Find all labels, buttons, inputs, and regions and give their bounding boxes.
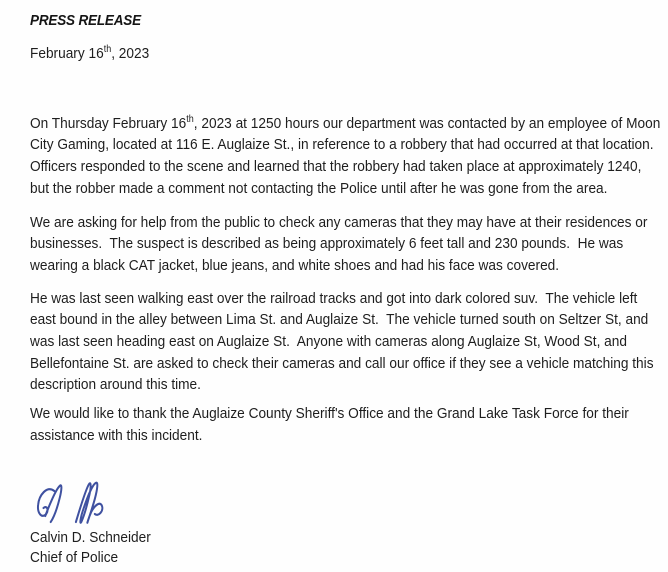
document-date [30,43,668,65]
text-line: businesses. The suspect is described as being approximately 6 feet tall and 230 pounds. He was [30,235,624,253]
paragraph-suspect-vehicle [30,288,668,397]
paragraph-incident-report [30,113,668,200]
text-line: wearing a black CAT jacket, blue jeans, and white shoes and had his face was covered. [30,256,560,274]
text-line: description around this time. [30,376,201,394]
text-line: He was last seen walking east over the railroad tracks and got into dark colored suv. The vehicle left [30,289,638,307]
text-line: assistance with this incident. [30,426,203,444]
text-line: We are asking for help from the public to check any cameras that they may have at their residences or [30,213,648,231]
signature-stroke-right-loops [76,482,102,522]
text-segment: , 2023 at 1250 hours our department was contacted by an employee of Moon [193,114,661,132]
date-ordinal: th [103,43,112,55]
document-content [30,13,668,568]
text-segment: On Thursday February 16 [30,114,187,132]
text-line: east bound in the alley between Lima St. and Auglaize St. The vehicle turned south on Seltzer St, and [30,311,649,329]
signer-name: Calvin D. Schneider [30,528,151,546]
signature-ink [35,480,116,526]
date-ordinal: th [186,113,194,125]
document-title: PRESS RELEASE [30,12,141,29]
text-line: but the robber made a comment not contacting the Police until after he was gone from the area. [30,179,608,197]
text-line: We would like to thank the Auglaize County Sheriff's Office and the Grand Lake Task Force for their [30,405,629,423]
date-suffix: , 2023 [111,45,150,62]
signer-title: Chief of Police [30,548,119,566]
text-line: Officers responded to the scene and learned that the robbery had taken place at approximately 1240, [30,158,642,176]
text-line: was last seen heading east on Auglaize St. Anyone with cameras along Auglaize St, Wood St, and [30,333,627,351]
paragraph-thanks [30,403,668,446]
paragraph-public-help [30,212,668,277]
text-line: Bellefontaine St. are asked to check their cameras and call our office if they see a vehicle matching this [30,354,654,372]
text-line: City Gaming, located at 116 E. Auglaize St., in reference to a robbery that had occurred at that location. [30,136,654,154]
date-prefix: February 16 [30,45,104,62]
text-line [30,113,668,135]
